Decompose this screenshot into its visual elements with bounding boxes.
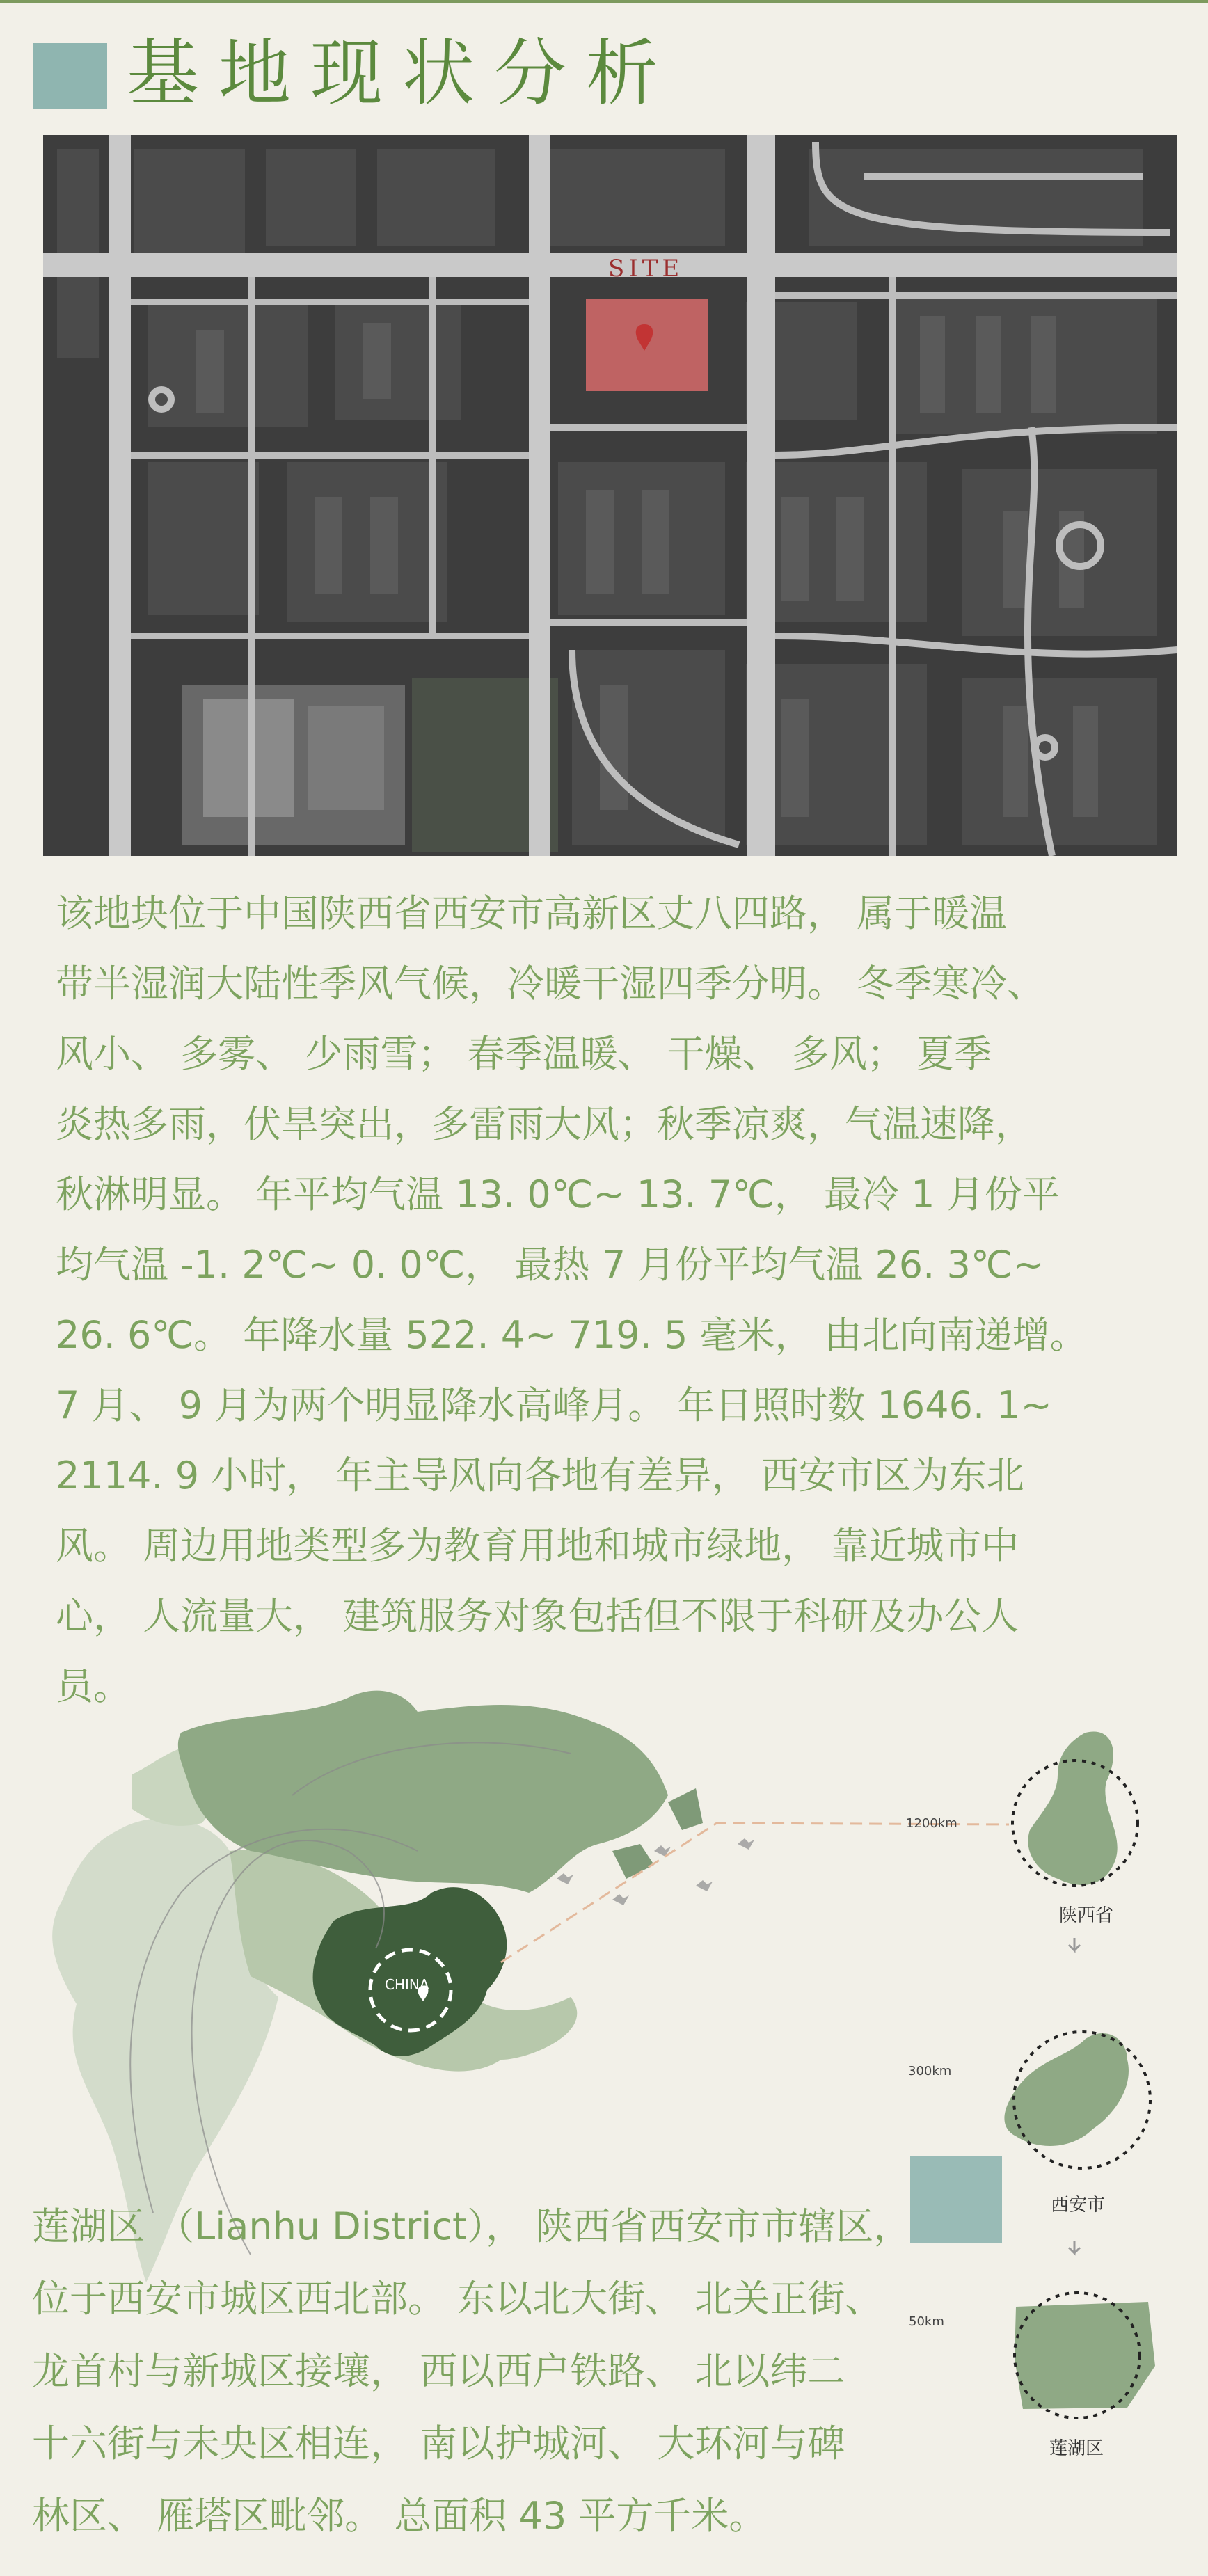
distance-label-50km: 50km	[909, 2314, 944, 2329]
xian-shape	[1004, 2033, 1129, 2146]
xian-label: 西安市	[1051, 2195, 1106, 2216]
district-line: 龙首村与新城区接壤， 西以西户铁路、 北以纬二	[32, 2349, 845, 2393]
description-line: 26. 6℃。 年降水量 522. 4~ 719. 5 毫米， 由北向南递增。	[56, 1313, 1088, 1357]
description-line: 风。 周边用地类型多为教育用地和城市绿地， 靠近城市中	[56, 1524, 1019, 1568]
description-line: 秋淋明显。 年平均气温 13. 0℃~ 13. 7℃， 最冷 1 月份平	[56, 1172, 1060, 1216]
description-line: 炎热多雨，伏旱突出，多雷雨大风；秋季凉爽，气温速降，	[56, 1102, 1033, 1146]
district-description	[32, 2191, 1006, 2552]
district-line: 十六街与未央区相连， 南以护城河、 大环河与碑	[32, 2422, 845, 2465]
page-title: 基地现状分析	[127, 31, 678, 116]
distance-label-1200km: 1200km	[906, 1816, 957, 1831]
shaanxi-shape	[1028, 1731, 1117, 1884]
description-line: 心， 人流量大， 建筑服务对象包括但不限于科研及办公人	[56, 1594, 1019, 1638]
site-label: SITE	[608, 255, 684, 283]
lianhu-label: 莲湖区	[1049, 2438, 1104, 2459]
lianhu-shape	[1015, 2302, 1155, 2409]
china-label: CHINA	[385, 1976, 429, 1993]
district-line: 莲湖区 （Lianhu District）， 陕西省西安市市辖区，	[32, 2204, 912, 2248]
shaanxi-label: 陕西省	[1059, 1905, 1114, 1926]
description-line: 该地块位于中国陕西省西安市高新区丈八四路， 属于暖温	[56, 891, 1008, 935]
title-accent-block	[33, 43, 107, 109]
description-line: 带半湿润大陆性季风气候，冷暖干湿四季分明。 冬季寒冷、	[56, 962, 1045, 1005]
district-line: 位于西安市城区西北部。 东以北大街、 北关正街、	[32, 2277, 883, 2321]
district-line: 林区、 雁塔区毗邻。 总面积 43 平方千米。	[32, 2494, 767, 2538]
top-rule	[0, 0, 1208, 3]
site-description	[56, 878, 1162, 1722]
description-line: 风小、 多雾、 少雨雪； 春季温暖、 干燥、 多风； 夏季	[56, 1032, 992, 1076]
distance-label-300km: 300km	[908, 2064, 952, 2078]
description-line: 7 月、 9 月为两个明显降水高峰月。 年日照时数 1646. 1~	[56, 1383, 1052, 1427]
description-line: 2114. 9 小时， 年主导风向各地有差异， 西安市区为东北	[56, 1454, 1024, 1497]
site-aerial-map	[43, 135, 1177, 856]
description-line: 员。	[56, 1664, 131, 1708]
description-line: 均气温 -1. 2℃~ 0. 0℃， 最热 7 月份平均气温 26. 3℃~	[56, 1243, 1044, 1287]
